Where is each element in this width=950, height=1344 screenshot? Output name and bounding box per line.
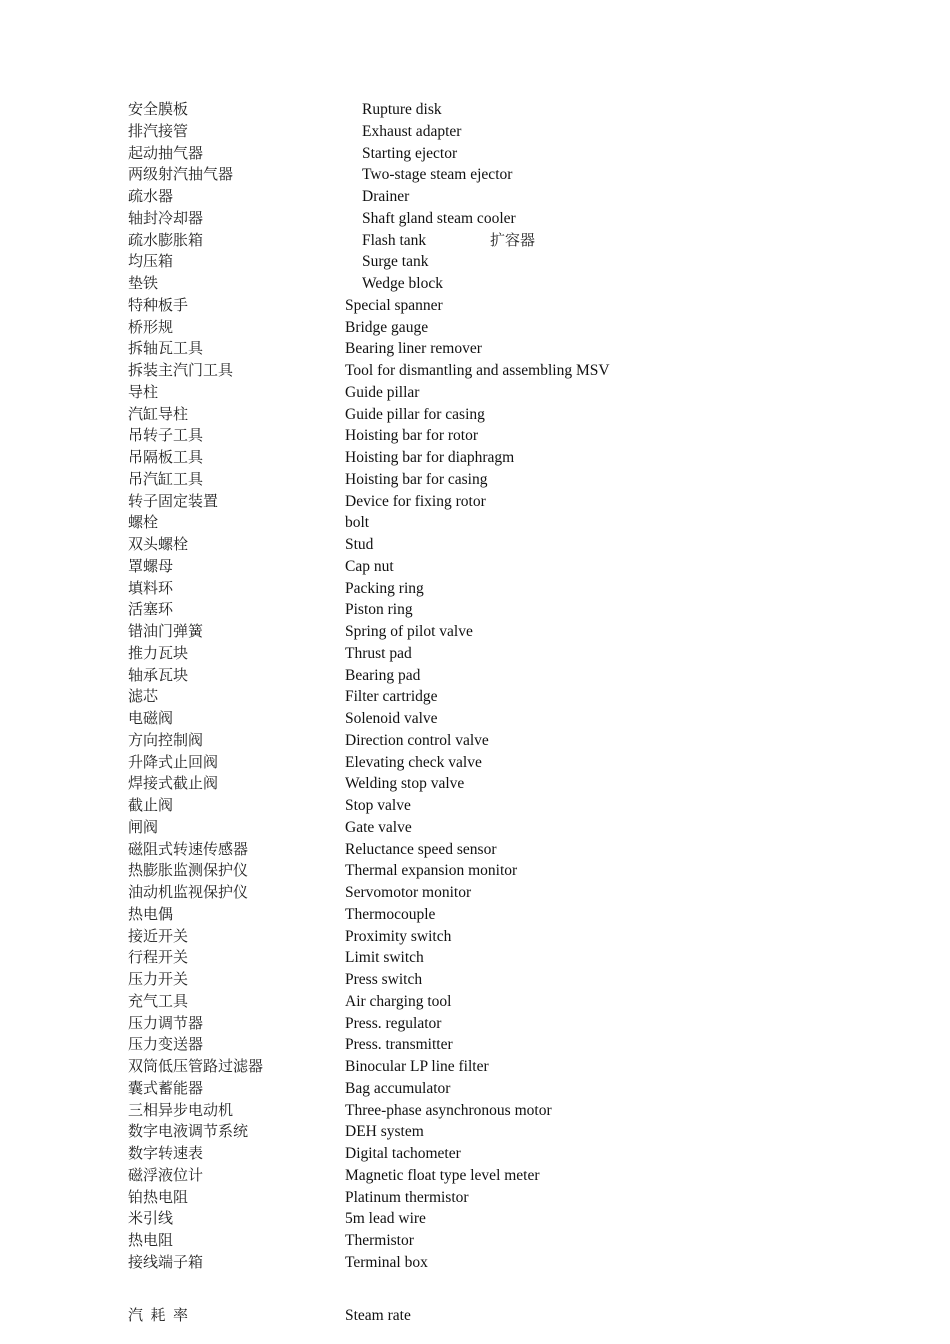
term-english: Guide pillar for casing (345, 405, 485, 423)
term-english: Elevating check valve (345, 753, 482, 771)
list-item (128, 295, 908, 317)
term-chinese: 行程开关 (128, 948, 189, 967)
list-item (128, 991, 908, 1013)
term-english: Device for fixing rotor (345, 492, 486, 510)
list-item (128, 382, 908, 404)
term-chinese: 罩螺母 (128, 556, 174, 575)
term-english: Guide pillar (345, 383, 420, 401)
term-english: Terminal box (345, 1253, 428, 1271)
term-chinese: 桥形规 (128, 317, 174, 336)
term-chinese: 数字电液调节系统 (128, 1122, 249, 1141)
term-chinese: 截止阀 (128, 796, 174, 814)
term-chinese: 滤芯 (128, 687, 159, 706)
list-item (128, 425, 908, 447)
term-chinese: 电磁阀 (128, 709, 174, 727)
term-chinese: 接线端子箱 (128, 1252, 204, 1271)
term-english: Steam rate (345, 1306, 411, 1324)
term-english: Magnetic float type level meter (345, 1166, 540, 1184)
term-chinese: 压力调节器 (128, 1013, 204, 1032)
section-gap (128, 1274, 908, 1305)
term-english: Wedge block (362, 275, 443, 292)
term-chinese: 磁阻式转速传感器 (128, 839, 249, 858)
list-item (128, 1187, 908, 1209)
term-chinese: 双头螺栓 (128, 535, 189, 553)
list-item (128, 230, 908, 252)
term-english: Flash tank (362, 231, 427, 249)
term-english: Air charging tool (345, 992, 452, 1010)
list-item (128, 208, 908, 230)
term-chinese: 热膨胀监测保护仪 (128, 861, 249, 880)
term-english: DEH system (345, 1123, 424, 1141)
term-chinese: 起动抽气器 (128, 143, 204, 162)
list-item (128, 708, 908, 730)
term-chinese: 油动机监视保护仪 (128, 883, 249, 901)
term-english: Press switch (345, 971, 423, 988)
list-item (128, 556, 908, 578)
term-chinese: 吊隔板工具 (128, 448, 204, 466)
list-item (128, 338, 908, 360)
term-english: Three-phase asynchronous motor (345, 1101, 552, 1119)
term-chinese: 错油门弹簧 (128, 622, 204, 640)
term-english: Solenoid valve (345, 710, 438, 727)
term-english: Two-stage steam ejector (362, 166, 513, 184)
term-english: Rupture disk (362, 101, 442, 118)
term-chinese: 排汽接管 (128, 121, 189, 140)
term-english: Digital tachometer (345, 1145, 461, 1162)
term-chinese: 吊汽缸工具 (128, 469, 204, 488)
term-english: bolt (345, 514, 370, 532)
list-item (128, 860, 908, 882)
term-chinese: 疏水膨胀箱 (128, 230, 204, 249)
term-english: Special spanner (345, 296, 443, 314)
term-english: Servomotor monitor (345, 884, 472, 901)
list-item (128, 317, 908, 339)
term-chinese: 两级射汽抽气器 (128, 165, 234, 184)
term-chinese: 活塞环 (128, 600, 174, 619)
term-english: Surge tank (362, 253, 429, 271)
term-english: Press. regulator (345, 1014, 442, 1032)
term-english: Bag accumulator (345, 1079, 451, 1097)
term-english: Proximity switch (345, 927, 452, 945)
term-chinese: 升降式止回阀 (128, 752, 219, 771)
list-item (128, 273, 908, 295)
list-item (128, 404, 908, 426)
list-item (128, 491, 908, 513)
term-english: Binocular LP line filter (345, 1058, 489, 1075)
term-english: Cap nut (345, 557, 394, 575)
list-item (128, 143, 908, 165)
term-english: Thermal expansion monitor (345, 862, 518, 880)
term-english: Hoisting bar for rotor (345, 427, 479, 445)
term-note: 扩容器 (490, 230, 536, 249)
list-item (128, 947, 908, 969)
list-item (128, 1034, 908, 1056)
term-english: Bearing liner remover (345, 340, 482, 358)
term-chinese: 磁浮液位计 (128, 1165, 204, 1184)
term-chinese: 汽耗率 (128, 1305, 196, 1324)
term-english: Reluctance speed sensor (345, 840, 497, 858)
term-english: Filter cartridge (345, 688, 438, 706)
list-item (128, 969, 908, 991)
term-chinese: 导柱 (128, 382, 159, 401)
term-chinese: 压力开关 (128, 970, 189, 988)
list-item (128, 1165, 908, 1187)
term-english: Welding stop valve (345, 775, 465, 793)
term-chinese: 米引线 (128, 1209, 174, 1228)
term-english: Bridge gauge (345, 318, 429, 336)
term-english: Stud (345, 536, 374, 553)
list-item (128, 360, 908, 382)
list-item (128, 839, 908, 861)
term-english: Packing ring (345, 579, 424, 597)
list-item (128, 752, 908, 774)
term-chinese: 热电阻 (128, 1231, 174, 1249)
term-english: Starting ejector (362, 144, 458, 162)
list-item (128, 186, 908, 208)
list-item (128, 164, 908, 186)
term-chinese: 推力瓦块 (128, 643, 189, 662)
term-chinese: 特种板手 (128, 295, 189, 314)
term-english: Exhaust adapter (362, 122, 462, 140)
glossary-list (128, 99, 908, 1326)
term-english: Piston ring (345, 601, 413, 619)
term-chinese: 闸阀 (128, 817, 159, 836)
term-chinese: 接近开关 (128, 926, 189, 945)
term-chinese: 垫铁 (128, 274, 159, 292)
term-english: Spring of pilot valve (345, 623, 473, 640)
term-chinese: 充气工具 (128, 991, 189, 1010)
term-english: Drainer (362, 188, 410, 205)
term-chinese: 拆轴瓦工具 (128, 339, 204, 358)
list-item (128, 904, 908, 926)
list-item (128, 1305, 908, 1327)
list-item (128, 1100, 908, 1122)
list-item (128, 534, 908, 556)
list-item (128, 621, 908, 643)
term-english: Hoisting bar for diaphragm (345, 449, 515, 466)
term-english: Thermocouple (345, 905, 436, 923)
list-item (128, 1230, 908, 1252)
term-chinese: 三相异步电动机 (128, 1100, 234, 1119)
term-chinese: 焊接式截止阀 (128, 774, 219, 793)
list-item (128, 643, 908, 665)
list-item (128, 251, 908, 273)
term-chinese: 填料环 (128, 578, 174, 597)
list-item (128, 773, 908, 795)
term-chinese: 方向控制阀 (128, 730, 204, 749)
list-item (128, 1013, 908, 1035)
list-item (128, 926, 908, 948)
list-item (128, 469, 908, 491)
list-item (128, 599, 908, 621)
term-chinese: 疏水器 (128, 187, 174, 205)
term-chinese: 汽缸导柱 (128, 404, 189, 423)
list-item (128, 99, 908, 121)
term-chinese: 热电偶 (128, 904, 174, 923)
term-english: 5m lead wire (345, 1210, 426, 1228)
term-english: Gate valve (345, 818, 412, 836)
term-english: Shaft gland steam cooler (362, 209, 516, 227)
list-item (128, 1143, 908, 1165)
list-item (128, 512, 908, 534)
term-english: Hoisting bar for casing (345, 470, 488, 488)
term-chinese: 轴承瓦块 (128, 665, 189, 684)
list-item (128, 882, 908, 904)
list-item (128, 121, 908, 143)
list-item (128, 665, 908, 687)
term-english: Tool for dismantling and assembling MSV (345, 362, 610, 379)
term-chinese: 安全膜板 (128, 100, 189, 118)
list-item (128, 1056, 908, 1078)
term-chinese: 转子固定装置 (128, 491, 219, 510)
term-english: Press. transmitter (345, 1036, 453, 1054)
term-chinese: 囊式蓄能器 (128, 1078, 204, 1097)
term-english: Bearing pad (345, 666, 421, 684)
term-chinese: 螺栓 (128, 513, 159, 532)
list-item (128, 578, 908, 600)
term-chinese: 压力变送器 (128, 1035, 204, 1054)
term-english: Thrust pad (345, 644, 412, 662)
term-english: Limit switch (345, 949, 424, 967)
term-chinese: 轴封冷却器 (128, 208, 204, 227)
term-english: Platinum thermistor (345, 1188, 469, 1206)
list-item (128, 817, 908, 839)
term-chinese: 数字转速表 (128, 1144, 204, 1162)
term-english: Direction control valve (345, 731, 489, 749)
list-item (128, 795, 908, 817)
list-item (128, 1121, 908, 1143)
list-item (128, 447, 908, 469)
list-item (128, 1078, 908, 1100)
list-item (128, 1252, 908, 1274)
term-chinese: 拆装主汽门工具 (128, 361, 234, 379)
term-chinese: 双筒低压管路过滤器 (128, 1057, 264, 1075)
term-english: Thermistor (345, 1232, 414, 1249)
term-english: Stop valve (345, 797, 411, 814)
list-item (128, 686, 908, 708)
list-item (128, 1208, 908, 1230)
term-chinese: 铂热电阻 (128, 1187, 189, 1206)
list-item (128, 730, 908, 752)
term-chinese: 均压箱 (128, 252, 174, 271)
term-chinese: 吊转子工具 (128, 426, 204, 445)
